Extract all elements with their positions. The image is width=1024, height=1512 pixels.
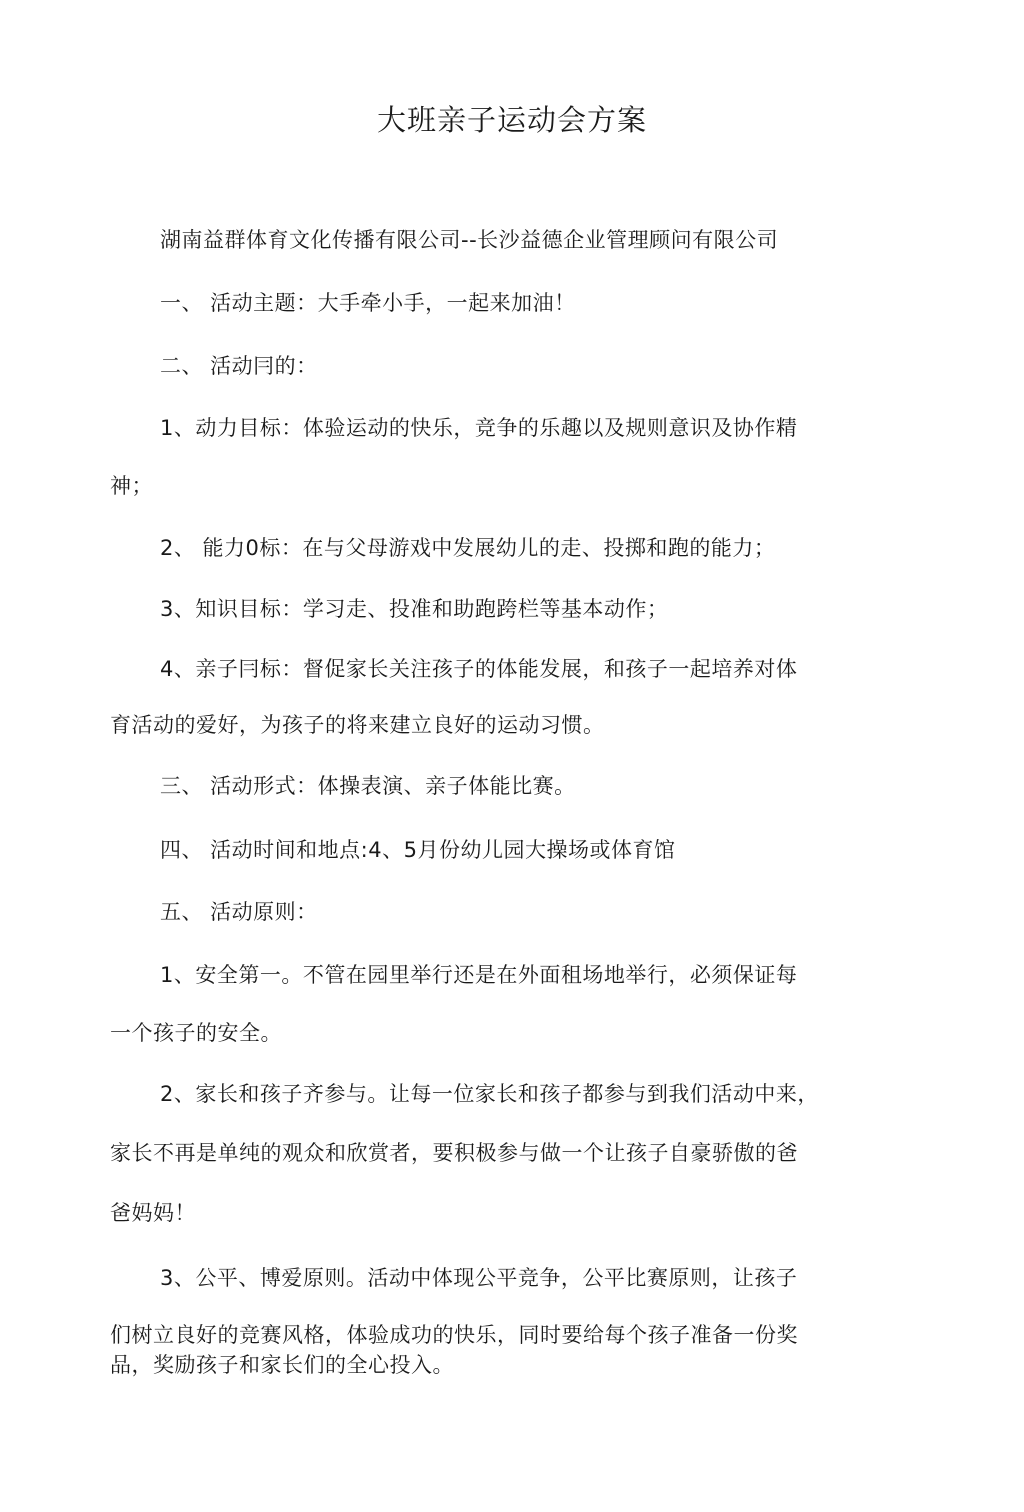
paragraph-line: 3、知识目标：学习走、投准和助跑跨栏等基本动作； [160, 597, 669, 621]
section-purpose-heading: 二、 活动冃的： [160, 354, 318, 378]
section-theme: 一、 活动主题：大手牵小手，一起来加油！ [160, 291, 576, 315]
paragraph-line: 们树立良好的竞赛风格，体验成功的快乐，同时要给每个孩子准备一份奖 [110, 1323, 798, 1347]
company-line: 湖南益群体育文化传播有限公司--长沙益德企业管理顾问有限公司 [160, 228, 779, 252]
paragraph-line: 1、安全第一。不管在园里举行还是在外面租场地举行，必须保证每 [160, 963, 798, 987]
paragraph-line: 4、亲子冃标：督促家长关注孩子的体能发展，和孩子一起培养对体 [160, 657, 798, 681]
section-principles-heading: 五、 活动原则： [160, 900, 318, 924]
paragraph-line: 1、动力目标：体验运动的快乐，竞争的乐趣以及规则意识及协作精 [160, 416, 798, 440]
document-title: 大班亲子运动会方案 [376, 103, 647, 137]
paragraph-line: 爸妈妈！ [110, 1201, 196, 1225]
section-time-place: 四、 活动时间和地点:4、5月份幼儿园大操场或体育馆 [160, 838, 676, 862]
paragraph-line: 神； [110, 474, 153, 498]
paragraph-line: 3、公平、博爱原则。活动中体现公平竞争，公平比赛原则，让孩子 [160, 1266, 798, 1290]
paragraph-line: 2、家长和孩子齐参与。让每一位家长和孩子都参与到我们活动中来， [160, 1082, 819, 1106]
paragraph-line: 家长不再是单纯的观众和欣赏者，要积极参与做一个让孩子自豪骄傲的爸 [110, 1141, 798, 1165]
paragraph-line: 品，奖励孩子和家长们的全心投入。 [110, 1353, 454, 1377]
section-format: 三、 活动形式：体操表演、亲子体能比赛。 [160, 774, 576, 798]
paragraph-line: 育活动的爱好，为孩子的将来建立良好的运动习惯。 [110, 713, 605, 737]
paragraph-line: 一个孩子的安全。 [110, 1021, 282, 1045]
paragraph-line: 2、 能力0标：在与父母游戏中发展幼儿的走、投掷和跑的能力； [160, 536, 776, 560]
